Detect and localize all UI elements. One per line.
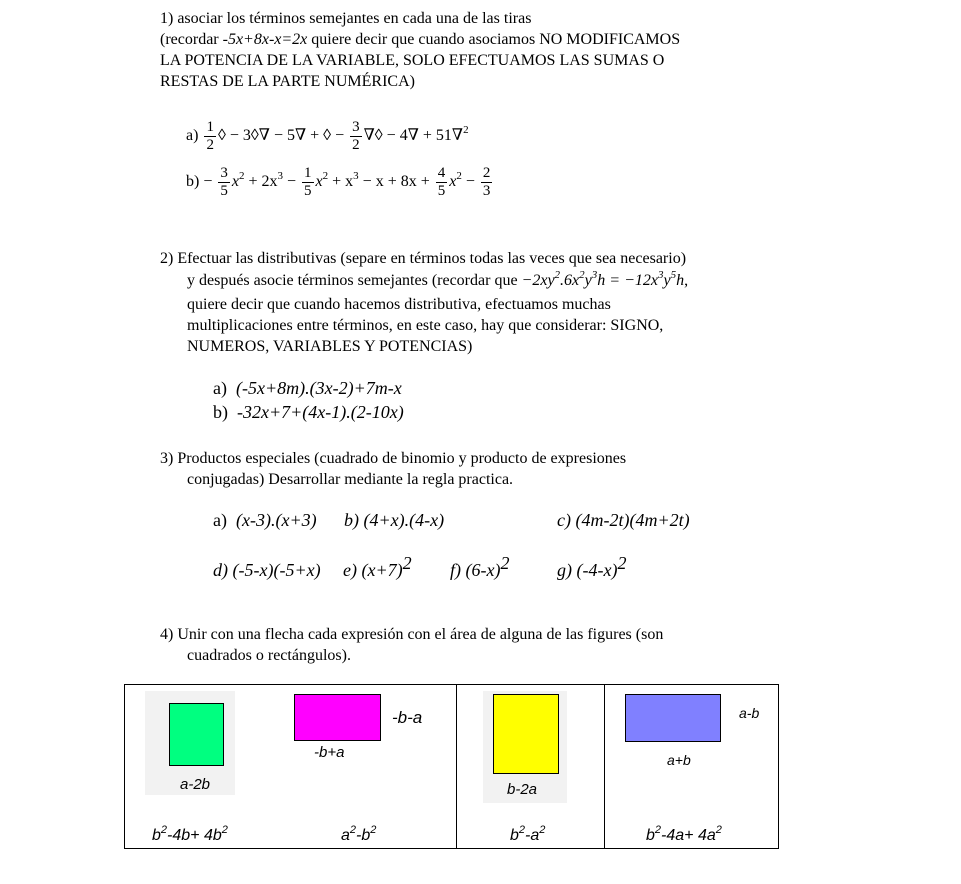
q2-item-b: b) -32x+7+(4x-1).(2-10x) [213, 402, 404, 422]
expression-1: $b^2-4b+ 4b^2$ [152, 824, 228, 844]
q3-item-g: g) $(-4-x)^2$ [557, 553, 627, 580]
q1-line3: LA POTENCIA DE LA VARIABLE, SOLO EFECTUAMOS LAS SUMAS O [160, 52, 665, 69]
q3-item-f: f) $(6-x)^2$ [450, 553, 510, 580]
figures-table [124, 684, 779, 849]
magenta-rectangle [294, 694, 381, 741]
q3-item-d: d) (-5-x)(-5+x) [213, 560, 321, 580]
blue-rectangle [625, 694, 721, 742]
figure3-label: b-2a [507, 781, 538, 798]
q1-line1: 1) asociar los términos semejantes en cada una de las tiras [160, 10, 532, 27]
yellow-rectangle [493, 694, 559, 774]
q3-item-c: c) (4m-2t)(4m+2t) [557, 510, 690, 530]
figure4-side-label: a-b [739, 705, 760, 721]
divider [456, 685, 457, 848]
q2-line3: quiere decir que cuando hacemos distributiva, efectuamos muchas [187, 296, 611, 313]
expression-4: $b^2-4a+ 4a^2$ [646, 824, 722, 844]
divider [604, 685, 605, 848]
q4-line2: cuadrados o rectángulos). [187, 647, 351, 664]
q1-line2: (recordar -5x+8x-x=2x quiere decir que cuando asociamos NO MODIFICAMOS [160, 31, 681, 48]
q3-line2: conjugadas) Desarrollar mediante la regla practica. [187, 471, 514, 488]
q3-item-b: b) (4+x).(4-x) [344, 510, 445, 530]
q3-item-a: a) (x-3).(x+3) [213, 510, 317, 530]
q2-line4: multiplicaciones entre términos, en este caso, hay que considerar: SIGNO, [187, 317, 664, 334]
q2-line2: y después asocie términos semejantes (recordar que $-2xy^2.6x^2y^3h = -12x^3y^5h$, [187, 269, 689, 289]
figure1-label: a-2b [180, 776, 211, 793]
figure2-side-label: -b-a [392, 708, 423, 727]
q2-line5: NUMEROS, VARIABLES Y POTENCIAS) [187, 338, 473, 355]
q2-line1: 2) Efectuar las distributivas (separe en términos todas las veces que sea necesario) [160, 250, 687, 267]
q2-item-a: a) (-5x+8m).(3x-2)+7m-x [213, 378, 402, 398]
q1-item-b: b) − $\frac{3}{5}$ $x^2 + 2x^3$ − $\frac{1}{5}$ $x^2 + x^3 - x + 8x$ + $\frac{4}{5}$ $x^2$ − $\frac{2}{3}$ [186, 164, 491, 199]
q1-item-a: a) $\frac{1}{2}$ ◊ − 3◊∇ − 5∇ + ◊ − $\frac{3}{2}$ ∇◊ − 4∇ + 51∇$^2$ [186, 118, 469, 153]
figure4-bottom-label: a+b [667, 752, 691, 768]
q4-line1: 4) Unir con una flecha cada expresión con el área de alguna de las figures (son [160, 626, 664, 643]
expression-3: $b^2-a^2$ [510, 824, 546, 844]
q3-item-e: e) $(x+7)^2$ [343, 553, 412, 580]
green-square [169, 703, 224, 766]
q3-line1: 3) Productos especiales (cuadrado de binomio y producto de expresiones [160, 450, 627, 467]
expression-2: $a^2-b^2$ [341, 824, 377, 844]
figure2-bottom-label: -b+a [314, 744, 345, 761]
q1-line4: RESTAS DE LA PARTE NUMÉRICA) [160, 73, 415, 90]
